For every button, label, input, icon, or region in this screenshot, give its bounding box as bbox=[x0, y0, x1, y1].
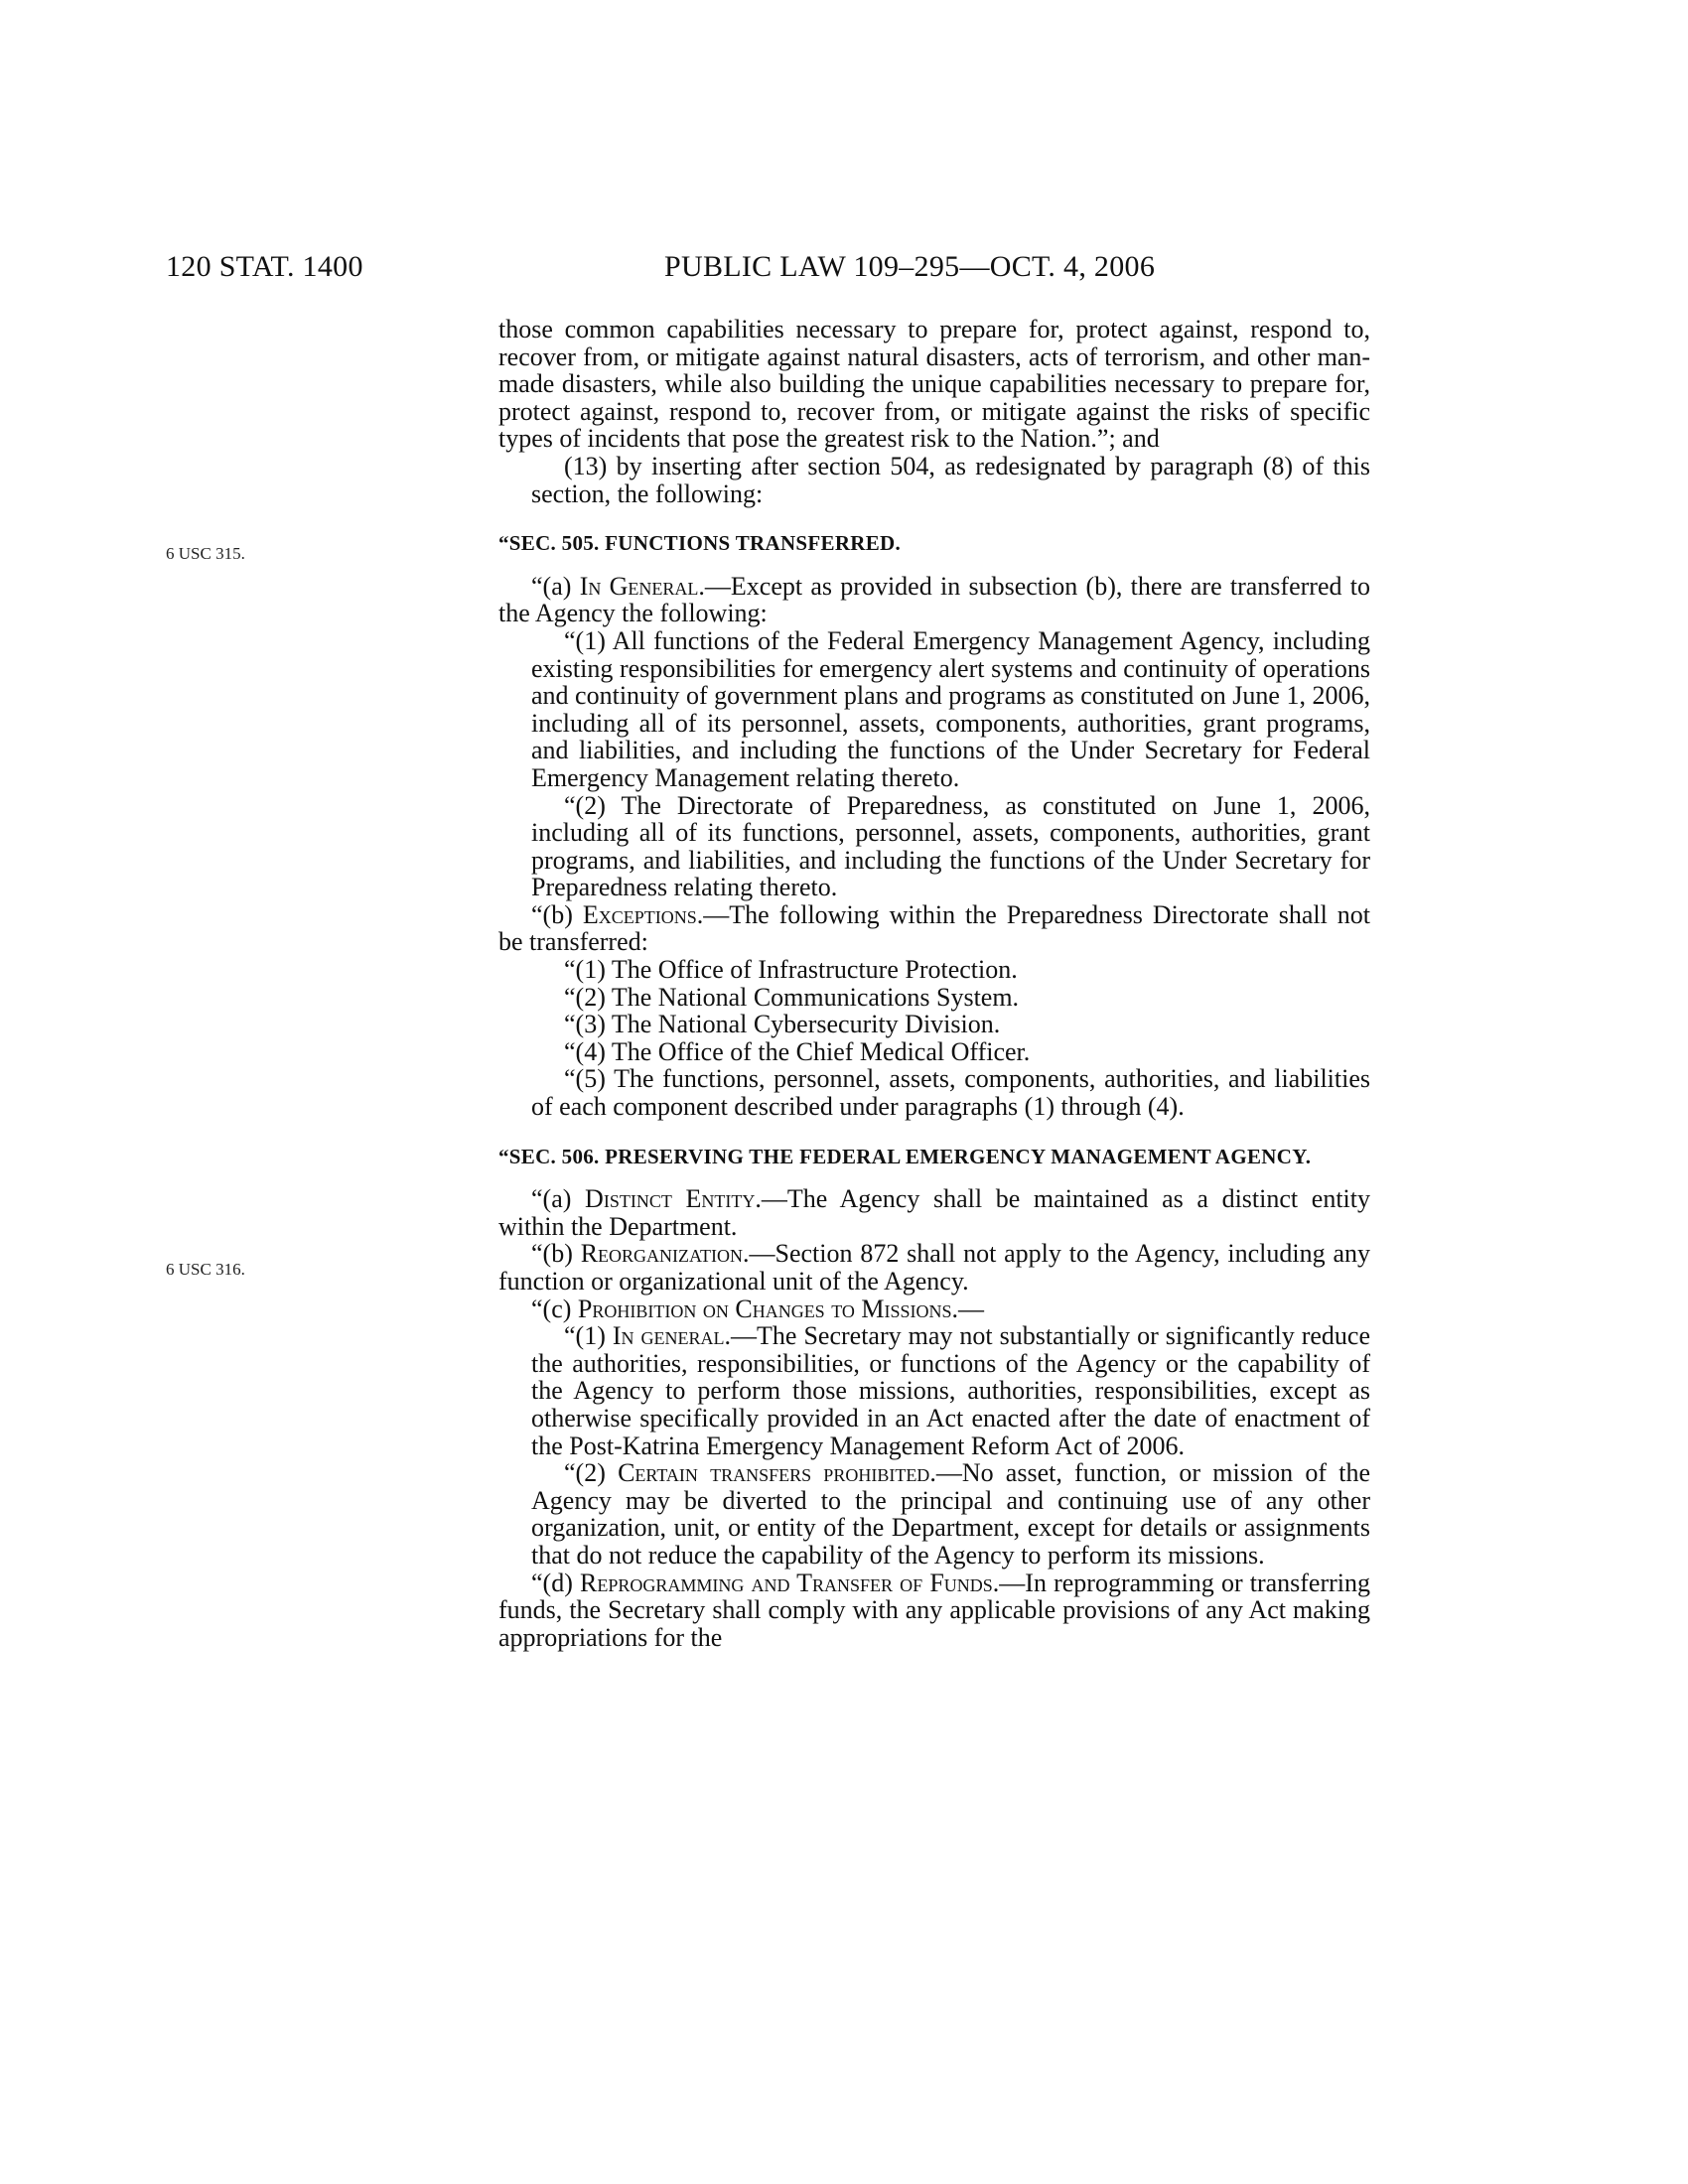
caption: Prohibition on Changes to Missions bbox=[577, 1294, 952, 1323]
caption: Certain transfers prohibited bbox=[618, 1458, 930, 1488]
label: “(a) bbox=[531, 571, 580, 601]
caption: In general bbox=[612, 1321, 725, 1351]
subsection-506-a bbox=[498, 1185, 1370, 1240]
label: “(d) bbox=[531, 1568, 580, 1597]
subsection-506-d bbox=[498, 1570, 1370, 1652]
caption: Reorganization bbox=[580, 1239, 744, 1269]
paragraph-505-b-2: “(2) The National Communications System. bbox=[564, 982, 1020, 1012]
paragraph-505-a-1: “(1) All functions of the Federal Emergency Management Agency, including existing responsibilities for emergency alert systems and continuity of operations and continuity of government plans and programs as constituted on June 1, 2006, including all of its personnel, assets, components, authorities, grant programs, and liabilities, and including the functions of the Under Secretary for Federal Emergency Management relating thereto. bbox=[531, 625, 1370, 792]
text: .—In reprogramming or transferring funds, the Secretary shall comply with any applicable provisions of any Act making appropriations for the bbox=[498, 1568, 1371, 1652]
text: .— bbox=[951, 1294, 984, 1323]
margin-note-sec506: 6 USC 316. bbox=[166, 1260, 245, 1279]
subsection-506-b bbox=[498, 1240, 1370, 1295]
paragraph-505-b-3: “(3) The National Cybersecurity Division. bbox=[564, 1010, 1001, 1039]
paragraph-505-a-2: “(2) The Directorate of Preparedness, as constituted on June 1, 2006, including all of its functions, personnel, assets, components, authorities, grant programs, and liabilities, and including the functions of the Under Secretary for Preparedness relating thereto. bbox=[531, 790, 1370, 902]
subsection-505-b bbox=[498, 901, 1370, 956]
paragraph-506-c-2 bbox=[498, 1459, 1370, 1569]
paragraph-505-b-5: “(5) The functions, personnel, assets, components, authorities, and liabilities of each component described under paragraphs (1) through (4). bbox=[531, 1064, 1370, 1122]
public-law-citation: PUBLIC LAW 109–295—OCT. 4, 2006 bbox=[664, 250, 1156, 283]
label: “(2) bbox=[564, 1458, 619, 1488]
section-506-heading: “SEC. 506. PRESERVING THE FEDERAL EMERGENCY MANAGEMENT AGENCY. bbox=[498, 1144, 1312, 1168]
caption: Distinct Entity bbox=[585, 1184, 756, 1214]
paragraph-505-b-4: “(4) The Office of the Chief Medical Officer. bbox=[564, 1036, 1031, 1066]
caption: Exceptions bbox=[582, 899, 697, 929]
subsection-505-a bbox=[498, 573, 1370, 627]
label: “(1) bbox=[564, 1321, 613, 1351]
text: .—The following within the Preparedness Directorate shall not be transferred: bbox=[498, 899, 1370, 957]
caption: In General bbox=[579, 571, 699, 601]
text: .—Section 872 shall not apply to the Agency, including any function or organizational unit of the Agency. bbox=[498, 1239, 1370, 1296]
paragraph-506-c-1 bbox=[498, 1322, 1370, 1459]
subsection-506-c bbox=[498, 1296, 1370, 1323]
stat-citation: 120 STAT. 1400 bbox=[166, 250, 363, 283]
document-body bbox=[498, 316, 1370, 1651]
text: .—The Secretary may not substantially or significantly reduce the authorities, responsibilities, or functions of the Agency or the capability of the Agency to perform those missions, authorities, responsibilities, except as otherwise specifically provided in an Act enacted after the date of enactment of the Post-Katrina Emergency Management Reform Act of 2006. bbox=[531, 1321, 1370, 1460]
paragraph-intro: those common capabilities necessary to prepare for, protect against, respond to, recover from, or mitigate against natural disasters, acts of terrorism, and other man-made disasters, while also building the unique capabilities necessary to prepare for, protect against, respond to, recover from, or mitigate against the risks of specific types of incidents that pose the greatest risk to the Nation.”; and bbox=[498, 315, 1370, 454]
label: “(a) bbox=[531, 1184, 586, 1214]
text: .—The Agency shall be maintained as a distinct entity within the Department. bbox=[498, 1184, 1370, 1241]
paragraph-13 bbox=[498, 453, 1370, 507]
label: “(b) bbox=[531, 899, 583, 929]
label: “(b) bbox=[531, 1239, 581, 1269]
section-505-heading: “SEC. 505. FUNCTIONS TRANSFERRED. bbox=[498, 531, 902, 556]
margin-note-sec505: 6 USC 315. bbox=[166, 544, 245, 563]
text: .—No asset, function, or mission of the Agency may be diverted to the principal and continuing use of any other organization, unit, or entity of the Department, except for details or assignments that do not reduce the capability of the Agency to perform its missions. bbox=[531, 1458, 1370, 1570]
text: .—Except as provided in subsection (b), there are transferred to the Agency the following: bbox=[498, 571, 1370, 628]
caption: Reprogramming and Transfer of Funds bbox=[580, 1568, 993, 1597]
page-header bbox=[166, 250, 1156, 284]
paragraph-505-b-1: “(1) The Office of Infrastructure Protection. bbox=[564, 955, 1018, 985]
label: “(c) bbox=[531, 1294, 578, 1323]
paragraph-13-text: (13) by inserting after section 504, as redesignated by paragraph (8) of this section, the following: bbox=[531, 451, 1370, 508]
